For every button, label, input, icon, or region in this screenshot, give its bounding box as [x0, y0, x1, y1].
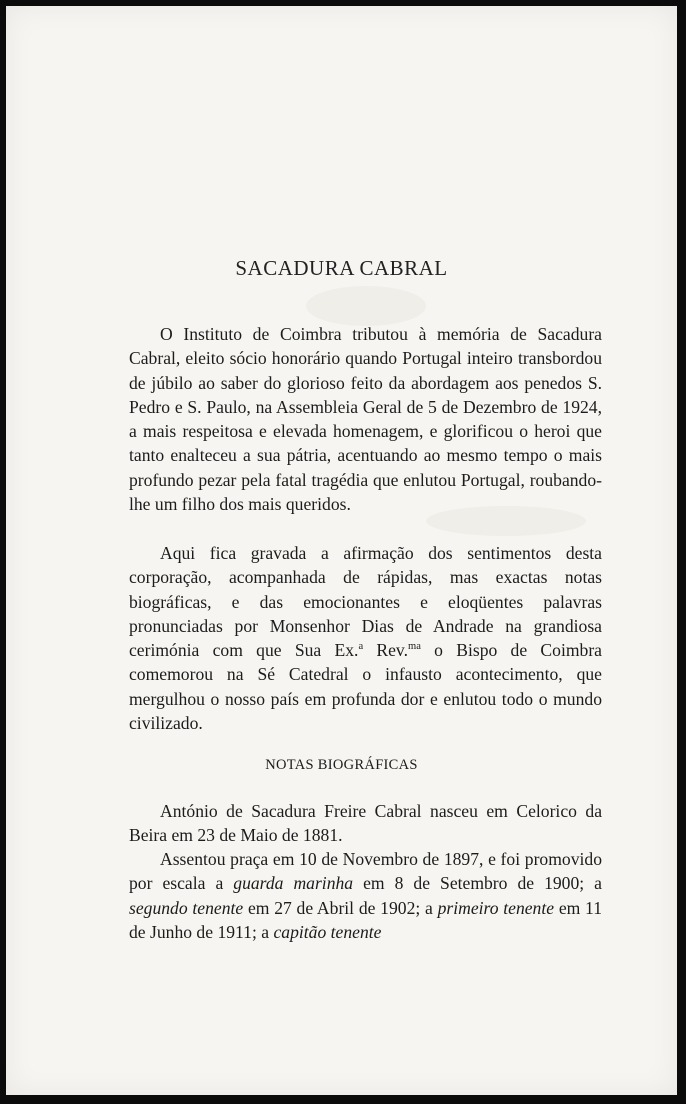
bio-paragraph-career [129, 847, 602, 944]
second-paragraph [129, 541, 602, 735]
intro-paragraph: O Instituto de Coimbra tributou à memória de Sacadura Cabral, eleito sócio honorário quando Portugal inteiro transbordou de júbilo ao saber do glorioso feito da abordagem aos penedos S. Pedro e S. Paulo, na Assembleia Geral de 5 de Dezembro de 1924, a mais respeitosa e elevada homenagem, e glorificou o heroi que tanto enalteceu a sua pátria, acentuando ao mesmo tempo o mais profundo pezar pela fatal tragédia que enlutou Portugal, roubando-lhe um filho dos mais queridos. [129, 324, 602, 515]
rank-primeiro-tenente: primeiro tenente [437, 897, 555, 918]
superscript-ma: ma [408, 641, 421, 653]
superscript-a: a [358, 641, 364, 653]
second-paragraph-end: o Bispo de Coimbra comemorou na Sé Catedral o infausto acontecimento, que mergulhou o nosso país em profunda dor e enlutou todo o mundo civilizado. [129, 640, 602, 734]
second-paragraph-rev: Rev. [363, 640, 408, 661]
paper-stain [306, 286, 426, 326]
career-text: em 27 de Abril de 1902; a [243, 897, 438, 918]
rank-segundo-tenente: segundo tenente [129, 897, 244, 918]
scanned-page [6, 6, 677, 1095]
rank-capitao-tenente: capitão tenente [273, 921, 382, 942]
career-text: em 11 de Junho de 1911; a [129, 897, 603, 942]
page-title: SACADURA CABRAL [235, 256, 448, 280]
second-paragraph-text: Aqui fica gravada a afirmação dos sentimentos desta corporação, acompanhada de rápidas, mas exactas notas biográficas, e das emocionantes e eloqüentes palavras pronunciadas por Monsenhor Dias de Andrade na grandiosa cerimónia com que Sua Ex. [129, 543, 602, 661]
bio-paragraph-birth: António de Sacadura Freire Cabral nasceu em Celorico da Beira em 23 de Maio de 1881. [129, 801, 602, 846]
rank-guarda-marinha: guarda marinha [233, 873, 354, 894]
career-text: Assentou praça em 10 de Novembro de 1897, e foi promovido por escala a [129, 849, 602, 894]
career-text: em 8 de Setembro de 1900; a [353, 873, 602, 894]
section-heading: NOTAS BIOGRÁFICAS [265, 757, 418, 773]
